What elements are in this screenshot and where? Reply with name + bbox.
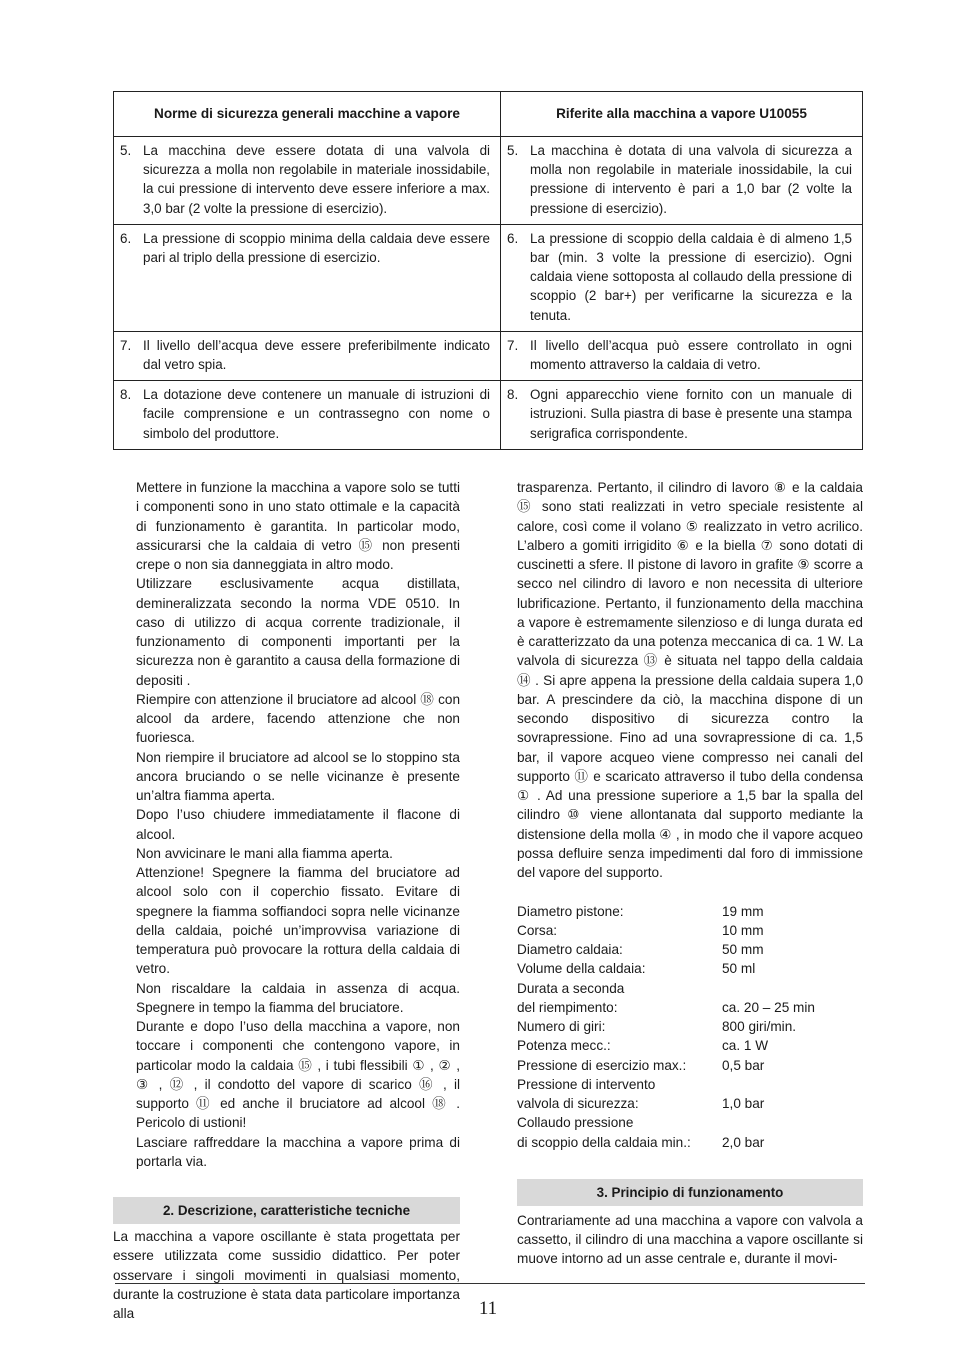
item-text: Il livello dell’acqua deve essere preferibilmente indicato dal vetro spia. <box>143 337 490 373</box>
item-number: 5. <box>120 143 132 158</box>
spec-value: 1,0 bar <box>722 1096 765 1111</box>
safety-paragraph: Attenzione! Spegnere la fiamma del bruciatore ad alcool solo con il coperchio fissato. Evitare di spegnere la fiamma soffiandoci sopra nelle vicinanze della caldaia, poiché un’improvvisa variazione di temperatura può provocare la rottura della caldaia di vetro. <box>136 865 460 977</box>
spec-label: Collaudo pressione <box>517 1115 634 1131</box>
spec-value <box>722 1113 863 1132</box>
spec-value: 50 mm <box>722 942 764 957</box>
safety-paragraph: Non avvicinare le mani alla fiamma aperta. <box>136 845 393 861</box>
table-row <box>114 331 863 380</box>
item-number: 7. <box>507 337 519 353</box>
spec-label: Diametro caldaia: <box>517 942 623 957</box>
spec-value: 19 mm <box>722 903 764 919</box>
spec-label: Diametro pistone: <box>517 903 624 919</box>
item-number: 5. <box>507 143 519 158</box>
table-cell-left <box>114 331 501 380</box>
item-number: 8. <box>507 387 519 403</box>
item-number: 7. <box>120 337 132 353</box>
table-cell-right <box>501 224 863 331</box>
technical-specs <box>517 902 863 1152</box>
item-text: La pressione di scoppio della caldaia è di almeno 1,5 bar (min. 3 volte la pressione di esercizio). Ogni caldaia viene sottoposta al collaudo della pressione di scoppio (2 bar+) per verificarne la sicurezza e la tenuta. <box>530 230 852 323</box>
safety-paragraph: Utilizzare esclusivamente acqua distillata, demineralizzata secondo la norma VDE 0510. In caso di utilizzo di acqua corrente tradizionale, il funzionamento di componenti importanti per la sicurezza non è garantito a causa della formazione di depositi . <box>136 576 460 688</box>
spec-value <box>722 979 863 998</box>
safety-paragraph: Dopo l’uso chiudere immediatamente il flacone di alcool. <box>136 807 460 842</box>
safety-paragraph: Durante e dopo l’uso della macchina a vapore, non toccare i componenti che contengono vapore, in particolar modo la caldaia ⑮ , i tubi flessibili ① , ② , ③ , ⑫ , il condotto del vapore di scarico ⑯ , il supporto ⑪ ed anche il bruciatore ad alcool ⑱ . Pericolo di ustioni! <box>136 1019 460 1131</box>
spec-label: Potenza mecc.: <box>517 1038 611 1054</box>
table-cell-left <box>114 381 501 450</box>
table-cell-left <box>114 137 501 225</box>
spec-value: 2,0 bar <box>722 1134 765 1150</box>
section-2-heading: 2. Descrizione, caratteristiche tecniche <box>113 1197 460 1224</box>
safety-comparison-table <box>113 91 863 450</box>
section-3-heading: 3. Principio di funzionamento <box>517 1179 863 1206</box>
spec-label: Pressione di intervento <box>517 1076 656 1092</box>
spec-value: 50 ml <box>722 961 756 977</box>
section-2-text: La macchina a vapore oscillante è stata progettata per essere utilizzata come sussidio didattico. Per poter osservare i singoli movimenti in qualsiasi momento, durante la costruzione è stata data particolare importanza alla <box>113 1229 460 1321</box>
table-cell-left <box>114 224 501 331</box>
spec-label: valvola di sicurezza: <box>517 1096 639 1111</box>
safety-paragraph: Lasciare raffreddare la macchina a vapore prima di portarla via. <box>136 1134 460 1169</box>
item-number: 8. <box>120 387 132 403</box>
item-text: La pressione di scoppio minima della caldaia deve essere pari al triplo della pressione di esercizio. <box>143 230 490 266</box>
table-row <box>114 381 863 450</box>
item-number: 6. <box>507 230 519 246</box>
spec-label: di scoppio della caldaia min.: <box>517 1134 691 1150</box>
item-text: La dotazione deve contenere un manuale di istruzioni di facile comprensione e un contrassegno con nome o simbolo del produttore. <box>143 387 490 441</box>
item-text: La macchina è dotata di una valvola di sicurezza a molla non regolabile in materiale inossidabile, la cui pressione di intervento è pari a 1,0 bar (2 volte la pressione di esercizio). <box>530 143 852 216</box>
table-cell-right <box>501 381 863 450</box>
table-cell-right <box>501 331 863 380</box>
safety-paragraph: Mettere in funzione la macchina a vapore solo se tutti i componenti sono in uno stato ottimale e la capacità di funzionamento è garantita. In particolar modo, assicurarsi che la caldaia di vetro ⑮ non presenti crepe o non sia danneggiata in altro modo. <box>136 480 460 572</box>
spec-label: Numero di giri: <box>517 1019 606 1034</box>
table-header-general-norms: Norme di sicurezza generali macchine a vapore <box>114 92 501 137</box>
table-header-u10055: Riferite alla macchina a vapore U10055 <box>501 92 863 137</box>
spec-value: ca. 1 W <box>722 1038 769 1054</box>
spec-value: 10 mm <box>722 922 764 938</box>
safety-paragraph: Non riscaldare la caldaia in assenza di acqua. Spegnere in tempo la fiamma del bruciatore. <box>136 980 460 1015</box>
table-cell-right <box>501 137 863 225</box>
item-number: 6. <box>120 230 132 246</box>
item-text: Il livello dell’acqua può essere controllato in ogni momento attraverso la caldaia di vetro. <box>530 337 852 373</box>
spec-label: Pressione di esercizio max.: <box>517 1057 687 1073</box>
item-text: La macchina deve essere dotata di una valvola di sicurezza a molla non regolabile in materiale inossidabile, la cui pressione di intervento deve essere inferiore a max. 3,0 bar (2 volte la pressione di esercizio). <box>143 143 490 216</box>
item-text: Ogni apparecchio viene fornito con un manuale di istruzioni. Sulla piastra di base è presente una stampa serigrafica corrispondente. <box>530 387 852 441</box>
spec-label: Corsa: <box>517 922 558 938</box>
spec-value: ca. 20 – 25 min <box>722 999 815 1015</box>
spec-value <box>722 1075 863 1094</box>
safety-paragraph: Non riempire il bruciatore ad alcool se lo stoppino sta ancora bruciando o se nelle vicinanze è presente un’altra fiamma aperta. <box>136 749 460 803</box>
spec-value: 0,5 bar <box>722 1057 765 1073</box>
section-3-text: Contrariamente ad una macchina a vapore con valvola a cassetto, il cilindro di una macchina a vapore oscillante si muove intorno ad un asse centrale e, durante il movi- <box>517 1212 863 1267</box>
left-column <box>113 478 460 1323</box>
spec-value: 800 giri/min. <box>722 1019 797 1034</box>
right-column <box>517 478 863 1269</box>
page-number: 11 <box>478 1298 498 1319</box>
safety-paragraph: Riempire con attenzione il bruciatore ad alcool ⑱ con alcool da ardere, facendo attenzione che non fuoriesca. <box>136 691 460 746</box>
table-row <box>114 224 863 331</box>
spec-label: del riempimento: <box>517 999 618 1015</box>
spec-label: Durata a seconda <box>517 980 625 996</box>
footer-divider <box>115 1283 865 1284</box>
table-row <box>114 137 863 225</box>
spec-label: Volume della caldaia: <box>517 961 646 977</box>
description-paragraph: trasparenza. Pertanto, il cilindro di lavoro ⑧ e la caldaia ⑮ sono stati realizzati in vetro speciale resistente al calore, così come il volano ⑤ realizzato in vetro acrilico. L’albero a gomiti irrigidito ⑥ e la biella ⑦ sono dotati di cuscinetti a sfere. Il pistone di lavoro in grafite ⑨ scorre a secco nel cilindro di lavoro e non necessita di ulteriore lubrificazione. Pertanto, il funzionamento della macchina a vapore è estremamente silenzioso e di lunga durata ed è caratterizzato da una potenza meccanica di ca. 1 W. La valvola di sicurezza ⑬ è situata nel tappo della caldaia ⑭ . Si apre appena la pressione della caldaia supera 1,0 bar. A prescindere da ciò, la macchina dispone di un secondo dispositivo di sicurezza contro la sovrapressione. Fino ad una sovrapressione di ca. 1,5 bar, il vapore acqueo viene compresso nei canali del supporto ⑪ e scaricato attraverso il tubo della condensa ① . Ad una pressione superiore a 1,5 bar la spalla del cilindro ⑩ viene allontanata dal supporto mediante la distensione della molla ④ , in modo che il vapore acqueo possa defluire senza impedimenti dal foro di immissione del vapore del supporto. <box>517 480 863 880</box>
